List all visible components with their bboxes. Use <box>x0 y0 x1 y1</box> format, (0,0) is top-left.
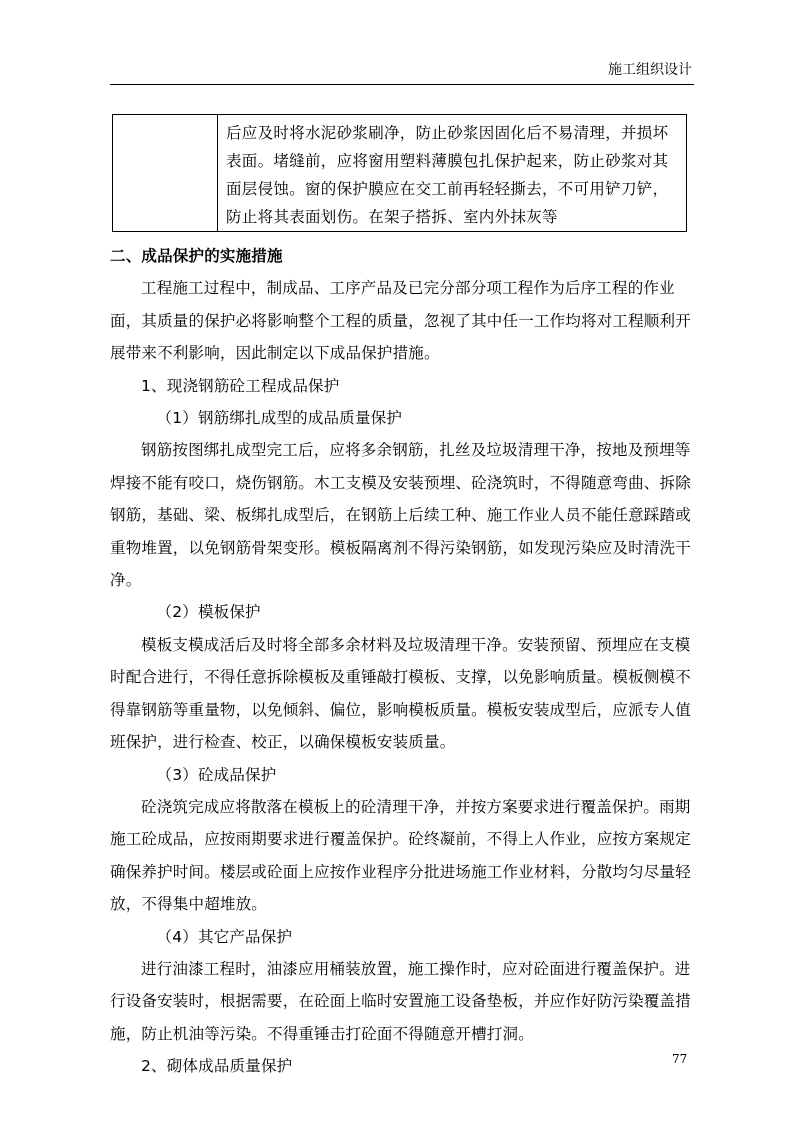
table-cell-right: 后应及时将水泥砂浆刷净，防止砂浆因固化后不易清理，并损坏表面。堵缝前，应将窗用塑料薄膜包扎保护起来，防止砂浆对其面层侵蚀。窗的保护膜应在交工前再轻轻撕去，不可用铲刀铲，防止将其表面划伤。在架子搭拆、室内外抹灰等 <box>218 115 687 232</box>
subsection-heading-1: 1、现浇钢筋砼工程成品保护 <box>141 376 340 395</box>
page-header <box>110 56 694 85</box>
item-paragraph-2: 模板支模成活后及时将全部多余材料及垃圾清理干净。安装预留、预埋应在支模时配合进行，不得任意拆除模板及重锤敲打模板、支撑，以免影响质量。模板侧模不得靠钢筋等重量物，以免倾斜、偏位，影响模板质量。模板安装成型后，应派专人值班保护，进行检查、校正，以确保模板安装质量。 <box>110 635 691 752</box>
item-heading-4: （4）其它产品保护 <box>156 927 293 946</box>
intro-paragraph: 工程施工过程中，制成品、工序产品及已完分部分项工程作为后序工程的作业面，其质量的保护必将影响整个工程的质量，忽视了其中任一工作均将对工程顺利开展带来不利影响，因此制定以下成品保护措施。 <box>110 279 691 363</box>
body-content <box>110 240 694 1083</box>
item-paragraph-4: 进行油漆工程时，油漆应用桶装放置，施工操作时，应对砼面进行覆盖保护。进行设备安装时，根据需要，在砼面上临时安置施工设备垫板，并应作好防污染覆盖措施，防止机油等污染。不得重锤击打砼面不得随意开槽打洞。 <box>110 959 691 1043</box>
section-heading: 二、成品保护的实施措施 <box>110 247 283 265</box>
table-row <box>113 115 687 232</box>
table-cell-left <box>113 115 218 232</box>
subsection-heading-2: 2、砌体成品质量保护 <box>141 1057 293 1076</box>
item-heading-2: （2）模板保护 <box>156 603 261 622</box>
page-number: 77 <box>672 1052 688 1066</box>
item-heading-1: （1）钢筋绑扎成型的成品质量保护 <box>156 409 403 428</box>
item-paragraph-1: 钢筋按图绑扎成型完工后，应将多余钢筋，扎丝及垃圾清理干净，按地及预埋等焊接不能有咬口，烧伤钢筋。木工支模及安装预埋、砼浇筑时，不得随意弯曲、拆除钢筋，基础、梁、板绑扎成型后，在钢筋上后续工种、施工作业人员不能任意踩踏或重物堆置，以免钢筋骨架变形。模板隔离剂不得污染钢筋，如发现污染应及时清洗干净。 <box>110 441 691 590</box>
item-paragraph-3: 砼浇筑完成应将散落在模板上的砼清理干净，并按方案要求进行覆盖保护。雨期施工砼成品，应按雨期要求进行覆盖保护。砼终凝前，不得上人作业，应按方案规定确保养护时间。楼层或砼面上应按作业程序分批进场施工作业材料，分散均匀尽量轻放，不得集中超堆放。 <box>110 797 691 914</box>
header-title: 施工组织设计 <box>608 62 692 78</box>
item-heading-3: （3）砼成品保护 <box>156 765 277 784</box>
continuation-table <box>112 114 687 232</box>
